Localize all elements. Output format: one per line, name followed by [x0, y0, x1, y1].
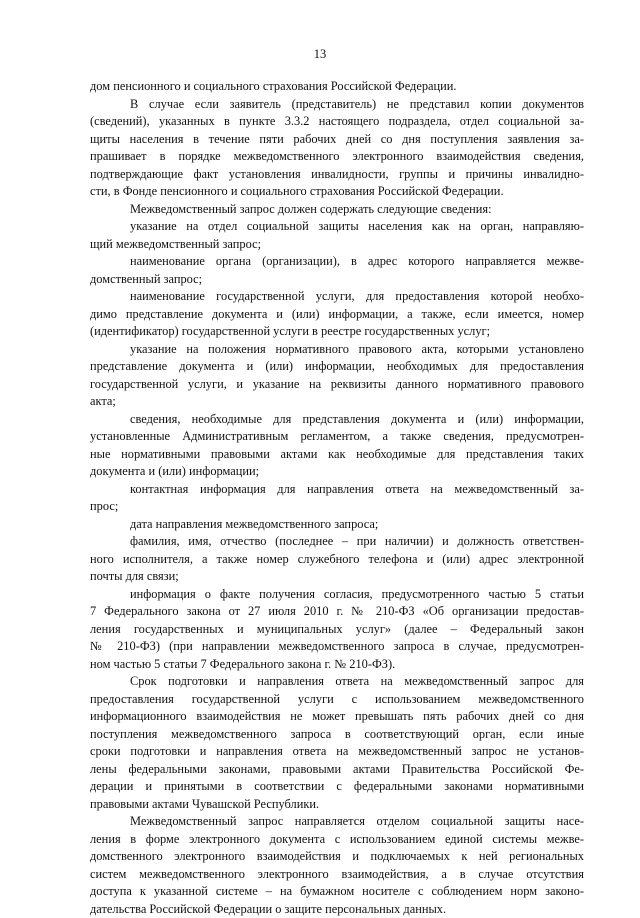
text-line: прашивает в порядке межведомственного электронного взаимодействия сведения, [90, 148, 584, 166]
text-line: дата направления межведомственного запроса; [90, 516, 584, 534]
text-line: поступления межведомственного запроса в соответствующий орган, если иные [90, 726, 584, 744]
text-line: ном частью 5 статьи 7 Федерального закона г. № 210-ФЗ). [90, 656, 584, 674]
text-line: наименование органа (организации), в адрес которого направляется межве- [90, 253, 584, 271]
text-line: 7 Федерального закона от 27 июля 2010 г. № 210-ФЗ «Об организации предостав- [90, 603, 584, 621]
text-line: дерации и принятыми в соответствии с федеральными законами нормативными [90, 778, 584, 796]
text-line: информация о факте получения согласия, предусмотренного частью 5 статьи [90, 586, 584, 604]
text-line: акта; [90, 393, 584, 411]
text-line: сроки подготовки и направления ответа на межведомственный запрос не установ- [90, 743, 584, 761]
text-line: ные нормативными правовыми актами как необходимые для представления таких [90, 446, 584, 464]
text-line: дом пенсионного и социального страхования Российской Федерации. [90, 78, 584, 96]
text-line: указание на отдел социальной защиты населения как на орган, направляю- [90, 218, 584, 236]
text-line: щиты населения в течение пяти рабочих дней со дня поступления заявления за- [90, 131, 584, 149]
page-number: 13 [0, 47, 640, 62]
text-line: сти, в Фонде пенсионного и социального страхования Российской Федерации. [90, 183, 584, 201]
text-line: почты для связи; [90, 568, 584, 586]
text-line: Межведомственный запрос направляется отделом социальной защиты насе- [90, 813, 584, 831]
text-line: установленные Административным регламентом, а также сведения, предусмотрен- [90, 428, 584, 446]
text-line: ного исполнителя, а также номер служебного телефона и (или) адрес электронной [90, 551, 584, 569]
text-line: контактная информация для направления ответа на межведомственный за- [90, 481, 584, 499]
text-line: правовыми актами Чувашской Республики. [90, 796, 584, 814]
text-line: фамилия, имя, отчество (последнее – при наличии) и должность ответствен- [90, 533, 584, 551]
text-line: информационного взаимодействия не может превышать пять рабочих дней со дня [90, 708, 584, 726]
text-line: предоставления государственной услуги с использованием межведомственного [90, 691, 584, 709]
text-line: ления в форме электронного документа с использованием единой системы межве- [90, 831, 584, 849]
text-line: сведения, необходимые для представления документа и (или) информации, [90, 411, 584, 429]
text-line: систем межведомственного электронного взаимодействия, а в случае отсутствия [90, 866, 584, 884]
text-line: наименование государственной услуги, для предоставления которой необхо- [90, 288, 584, 306]
text-line: димо представление документа и (или) информации, а также, если имеется, номер [90, 306, 584, 324]
text-line: В случае если заявитель (представитель) не представил копии документов [90, 96, 584, 114]
text-line: доступа к указанной системе – на бумажном носителе с соблюдением норм законо- [90, 883, 584, 901]
text-line: указание на положения нормативного правового акта, которыми установлено [90, 341, 584, 359]
text-line: № 210-ФЗ) (при направлении межведомственного запроса в случае, предусмотрен- [90, 638, 584, 656]
text-line: домственного электронного взаимодействия и подключаемых к ней региональных [90, 848, 584, 866]
text-line: представление документа и (или) информации, необходимых для предоставления [90, 358, 584, 376]
text-line: щий межведомственный запрос; [90, 236, 584, 254]
text-line: (идентификатор) государственной услуги в реестре государственных услуг; [90, 323, 584, 341]
text-line: лены федеральными законами, правовыми актами Правительства Российской Фе- [90, 761, 584, 779]
text-line: документа и (или) информации; [90, 463, 584, 481]
text-line: дательства Российской Федерации о защите персональных данных. [90, 901, 584, 918]
text-line: подтверждающие факт установления инвалидности, группы и причины инвалидно- [90, 166, 584, 184]
text-line: Межведомственный запрос должен содержать следующие сведения: [90, 201, 584, 219]
text-line: ления государственных и муниципальных услуг» (далее – Федеральный закон [90, 621, 584, 639]
text-line: прос; [90, 498, 584, 516]
body-text [90, 78, 584, 918]
text-line: государственной услуги, и указание на реквизиты данного нормативного правового [90, 376, 584, 394]
text-line: (сведений), указанных в пункте 3.3.2 настоящего подраздела, отдел социальной за- [90, 113, 584, 131]
text-line: Срок подготовки и направления ответа на межведомственный запрос для [90, 673, 584, 691]
text-line: домственный запрос; [90, 271, 584, 289]
